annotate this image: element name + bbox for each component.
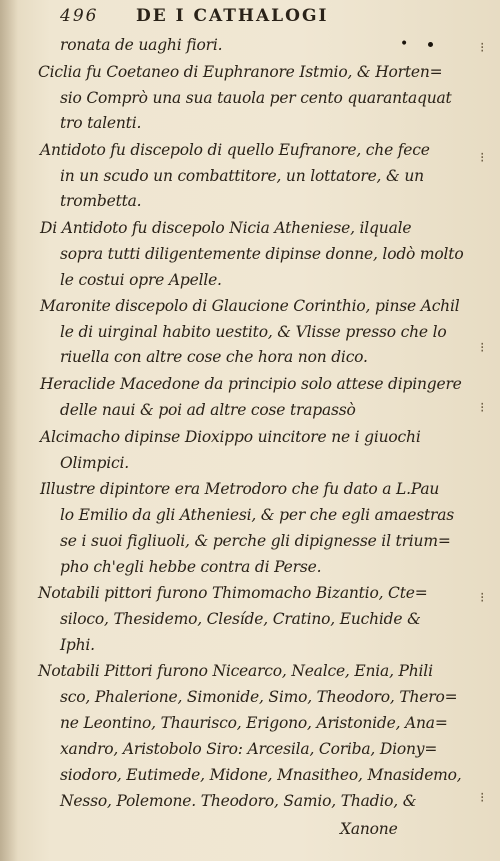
- text-line: lo Emilio da gli Atheniesi, & per che egli amaestras: [60, 506, 454, 524]
- running-head: [60, 6, 440, 28]
- text-line: sio Comprò una sua tauola per cento quarantaquat: [60, 89, 452, 107]
- running-title: DE I CATHALOGI: [136, 6, 329, 26]
- text-line: in un scudo un combattitore, un lottatore, & un: [60, 167, 424, 185]
- text-line: le costui opre Apelle.: [60, 271, 222, 289]
- text-line: riuella con altre cose che hora non dico.: [60, 348, 368, 366]
- text-line: Heraclide Macedone da principio solo attese dipingere: [40, 375, 462, 393]
- text-line: Xanone: [340, 820, 398, 838]
- text-line: le di uirginal habito uestito, & Vlisse presso che lo: [60, 323, 447, 341]
- ink-dot: [428, 42, 433, 47]
- text-line: delle naui & poi ad altre cose trapassò: [60, 401, 356, 419]
- text-line: Iphi.: [60, 636, 95, 654]
- text-line: Ciclia fu Coetaneo di Euphranore Istmio, & Horten=: [38, 63, 443, 81]
- text-line: sopra tutti diligentemente dipinse donne, lodò molto: [60, 245, 464, 263]
- text-line: ne Leontino, Thaurisco, Erigono, Aristonide, Ana=: [60, 714, 448, 732]
- edge-mark: ⁝: [480, 400, 485, 416]
- text-line: ronata de uaghi fiori.: [60, 36, 223, 54]
- text-line: Maronite discepolo di Glaucione Corinthio, pinse Achil: [40, 297, 460, 315]
- text-line: Nesso, Polemone. Theodoro, Samio, Thadio, &: [60, 792, 417, 810]
- text-line: trombetta.: [60, 192, 142, 210]
- edge-mark: ⁝: [480, 790, 485, 806]
- text-line: Olimpici.: [60, 454, 129, 472]
- text-line: siodoro, Eutimede, Midone, Mnasitheo, Mnasidemo,: [60, 766, 462, 784]
- gutter-shadow: [0, 0, 18, 861]
- text-line: Notabili pittori furono Thimomacho Bizantio, Cte=: [38, 584, 428, 602]
- text-line: siloco, Thesidemo, Clesíde, Cratino, Euchide &: [60, 610, 421, 628]
- page-number: 496: [60, 6, 99, 26]
- edge-mark: ⁝: [480, 40, 485, 56]
- text-line: Di Antidoto fu discepolo Nicia Atheniese, ilquale: [40, 219, 412, 237]
- text-line: tro talenti.: [60, 114, 142, 132]
- text-line: se i suoi figliuoli, & perche gli dipignesse il trium=: [60, 532, 451, 550]
- ornament-mark: •: [400, 36, 409, 52]
- text-line: pho ch'egli hebbe contra di Perse.: [60, 558, 322, 576]
- edge-mark: ⁝: [480, 340, 485, 356]
- text-line: Illustre dipintore era Metrodoro che fu dato a L.Pau: [40, 480, 440, 498]
- edge-mark: ⁝: [480, 590, 485, 606]
- text-line: sco, Phalerione, Simonide, Simo, Theodoro, Thero=: [60, 688, 458, 706]
- text-line: xandro, Aristobolo Siro: Arcesila, Coriba, Diony=: [60, 740, 438, 758]
- edge-mark: ⁝: [480, 150, 485, 166]
- text-line: Alcimacho dipinse Dioxippo uincitore ne i giuochi: [40, 428, 421, 446]
- text-line: Antidoto fu discepolo di quello Eufranore, che fece: [40, 141, 430, 159]
- text-line: Notabili Pittori furono Nicearco, Nealce, Enia, Phili: [38, 662, 433, 680]
